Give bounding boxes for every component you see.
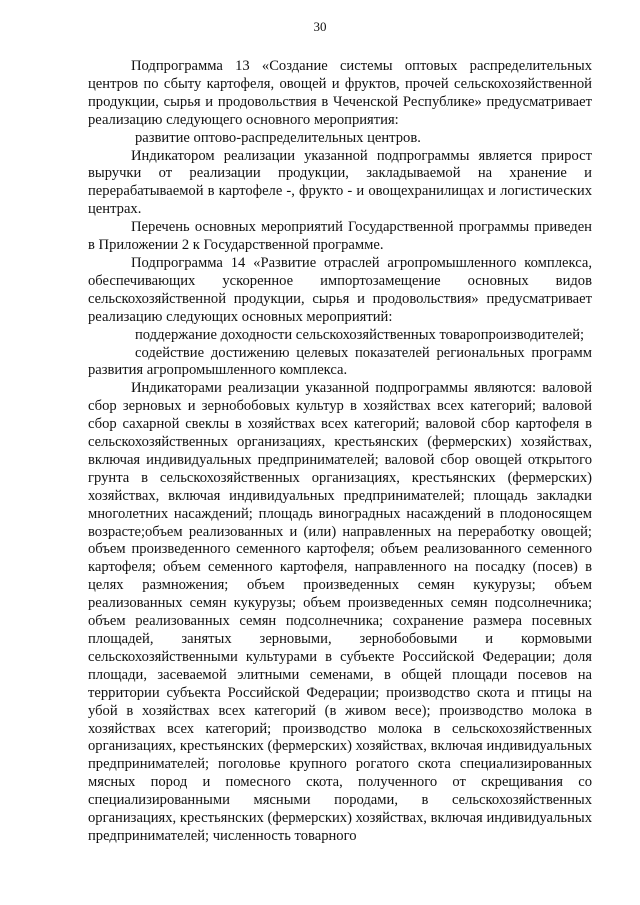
paragraph-measure-regional-targets: содействие достижению целевых показателей региональных программ развития агропромышленного комплекса. (88, 344, 592, 379)
paragraph-subprogram-14: Подпрограмма 14 «Развитие отраслей агропромышленного комплекса, обеспечивающих ускоренное импортозамещение основных видов сельскохозяйственной продукции, сырья и продовольствия» предусматривает реализацию следующих основных мероприятий: (88, 254, 592, 325)
paragraph-measure-profitability: поддержание доходности сельскохозяйственных товаропроизводителей; (135, 326, 585, 343)
document-body (88, 58, 592, 846)
paragraph-indicator-13: Индикатором реализации указанной подпрограммы является прирост выручки от реализации продукции, закладываемой на хранение и перерабатываемой в картофеле -, фрукто - и овощехранилищах и логистических центрах. (88, 147, 592, 218)
paragraph-measures-list-reference: Перечень основных мероприятий Государственной программы приведен в Приложении 2 к Государственной программе. (88, 219, 592, 254)
paragraph-subprogram-13: Подпрограмма 13 «Создание системы оптовых распределительных центров по сбыту картофеля, овощей и фруктов, прочей сельскохозяйственной продукции, сырья и продовольствия в Чеченской Республике» предусматривает реализацию следующего основного мероприятия: (88, 58, 592, 128)
paragraph-measure-wholesale-centers: развитие оптово-распределительных центров. (135, 129, 421, 146)
page-number: 30 (313, 19, 327, 34)
paragraph-indicators-14: Индикаторами реализации указанной подпрограммы являются: валовой сбор зерновых и зернобобовых культур в хозяйствах всех категорий; валовой сбор сахарной свеклы в хозяйствах всех категорий; валовой сбор картофеля в сельскохозяйственных организациях, крестьянских (фермерских) хозяйствах, включая индивидуальных предпринимателей; валовой сбор овощей открытого грунта в сельскохозяйственных организациях, крестьянских (фермерских) хозяйствах, включая индивидуальных предпринимателей; площадь закладки многолетних насаждений; площадь виноградных насаждений в плодоносящем возрасте;объем реализованных и (или) направленных на переработку овощей; объем произведенного семенного картофеля; объем реализованного семенного картофеля; объем семенного картофеля, направленного на посадку (посев) в целях размножения; объем произведенных семян кукурузы; объем реализованных семян кукурузы; объем произведенных семян подсолнечника; объем реализованных семян подсолнечника; сохранение размера посевных площадей, занятых зерновыми, зернобобовыми и кормовыми сельскохозяйственными культурами в субъекте Российской Федерации; доля площади, засеваемой элитными семенами, в общей площади посевов на территории субъекта Российской Федерации; производство скота и птицы на убой в хозяйствах всех категорий (в живом весе); производство молока в хозяйствах всех категорий; производство молока в сельскохозяйственных организациях, крестьянских (фермерских) хозяйствах, включая индивидуальных предпринимателей; поголовье крупного рогатого скота специализированных мясных пород и помесного скота, полученного от скрещивания со специализированными мясными породами, в сельскохозяйственных организациях, крестьянских (фермерских) хозяйствах, включая индивидуальных предпринимателей; численность товарного (88, 380, 592, 844)
